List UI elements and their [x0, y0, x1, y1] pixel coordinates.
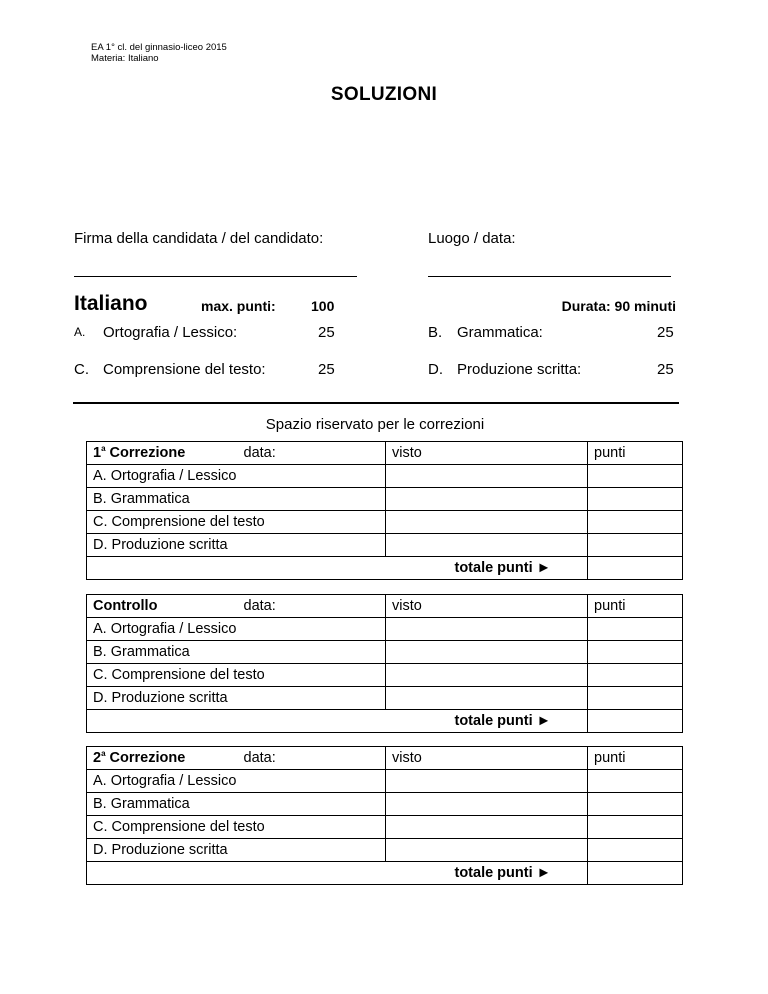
table-row: C. Comprensione del testo — [87, 816, 683, 839]
punti-cell[interactable] — [588, 465, 683, 488]
header-line-1: EA 1° cl. del ginnasio-liceo 2015 — [91, 42, 227, 53]
visto-cell[interactable] — [386, 839, 588, 862]
punti-cell[interactable] — [588, 664, 683, 687]
total-label: totale punti ► — [87, 710, 588, 733]
punti-cell[interactable] — [588, 511, 683, 534]
section-a-name: Ortografia / Lessico: — [103, 324, 238, 341]
total-cell[interactable] — [588, 862, 683, 885]
total-cell[interactable] — [588, 557, 683, 580]
section-b-points: 25 — [657, 324, 674, 341]
control-table — [86, 594, 683, 733]
punti-cell[interactable] — [588, 641, 683, 664]
visto-cell[interactable] — [386, 793, 588, 816]
place-date-label: Luogo / data: — [428, 230, 516, 247]
header-line-2: Materia: Italiano — [91, 53, 159, 64]
total-row — [87, 710, 683, 733]
table-header-row — [87, 595, 683, 618]
punti-label: punti — [588, 595, 683, 618]
punti-label: punti — [588, 747, 683, 770]
visto-cell[interactable] — [386, 641, 588, 664]
visto-cell[interactable] — [386, 687, 588, 710]
table-title: 2$^a$ Correzione — [87, 747, 238, 770]
subject-name: Italiano — [74, 292, 148, 315]
section-c-name: Comprensione del testo: — [103, 361, 266, 378]
section-b-letter: B. — [428, 324, 443, 341]
visto-label: visto — [386, 747, 588, 770]
punti-cell[interactable] — [588, 793, 683, 816]
section-c-points: 25 — [318, 361, 335, 378]
punti-cell[interactable] — [588, 488, 683, 511]
table-row: B. Grammatica — [87, 641, 683, 664]
total-label: totale punti ► — [87, 862, 588, 885]
visto-label: visto — [386, 595, 588, 618]
table-title: Controllo — [87, 595, 238, 618]
table-row: B. Grammatica — [87, 488, 683, 511]
table-row: D. Produzione scritta — [87, 839, 683, 862]
section-a-points: 25 — [318, 324, 335, 341]
punti-cell[interactable] — [588, 687, 683, 710]
punti-cell[interactable] — [588, 839, 683, 862]
table-row: A. Ortografia / Lessico — [87, 465, 683, 488]
visto-label: visto — [386, 442, 588, 465]
punti-cell[interactable] — [588, 770, 683, 793]
section-d-name: Produzione scritta: — [457, 361, 582, 378]
signature-label: Firma della candidata / del candidato: — [74, 230, 324, 247]
table-header-row — [87, 442, 683, 465]
max-points-value: 100 — [311, 298, 335, 314]
page-title: SOLUZIONI — [330, 84, 438, 105]
visto-cell[interactable] — [386, 816, 588, 839]
table-row: A. Ortografia / Lessico — [87, 618, 683, 641]
visto-cell[interactable] — [386, 770, 588, 793]
table-row: C. Comprensione del testo — [87, 664, 683, 687]
table-row: C. Comprensione del testo — [87, 511, 683, 534]
place-date-line — [428, 276, 671, 277]
total-cell[interactable] — [588, 710, 683, 733]
table-row: B. Grammatica — [87, 793, 683, 816]
table-title: 1$^a$ Correzione — [87, 442, 238, 465]
correction-caption: Spazio riservato per le correzioni — [265, 416, 485, 433]
correction-table-1 — [86, 441, 683, 580]
table-row: D. Produzione scritta — [87, 534, 683, 557]
date-label: data: — [238, 747, 386, 770]
total-label: totale punti ► — [87, 557, 588, 580]
table-row: A. Ortografia / Lessico — [87, 770, 683, 793]
date-label: data: — [238, 595, 386, 618]
visto-cell[interactable] — [386, 664, 588, 687]
punti-cell[interactable] — [588, 816, 683, 839]
table-row: D. Produzione scritta — [87, 687, 683, 710]
signature-line — [74, 276, 357, 277]
correction-table-2 — [86, 746, 683, 885]
section-d-letter: D. — [428, 361, 443, 378]
section-c-letter: C. — [74, 361, 89, 378]
section-b-name: Grammatica: — [457, 324, 543, 341]
table-header-row — [87, 747, 683, 770]
punti-cell[interactable] — [588, 534, 683, 557]
section-a-letter: A. — [74, 325, 86, 339]
total-row — [87, 557, 683, 580]
punti-cell[interactable] — [588, 618, 683, 641]
duration: Durata: 90 minuti — [561, 298, 676, 314]
date-label: data: — [238, 442, 386, 465]
visto-cell[interactable] — [386, 465, 588, 488]
total-row — [87, 862, 683, 885]
visto-cell[interactable] — [386, 534, 588, 557]
visto-cell[interactable] — [386, 511, 588, 534]
punti-label: punti — [588, 442, 683, 465]
visto-cell[interactable] — [386, 488, 588, 511]
max-points-label: max. punti: — [201, 298, 276, 314]
section-d-points: 25 — [657, 361, 674, 378]
section-divider — [73, 402, 679, 404]
visto-cell[interactable] — [386, 618, 588, 641]
